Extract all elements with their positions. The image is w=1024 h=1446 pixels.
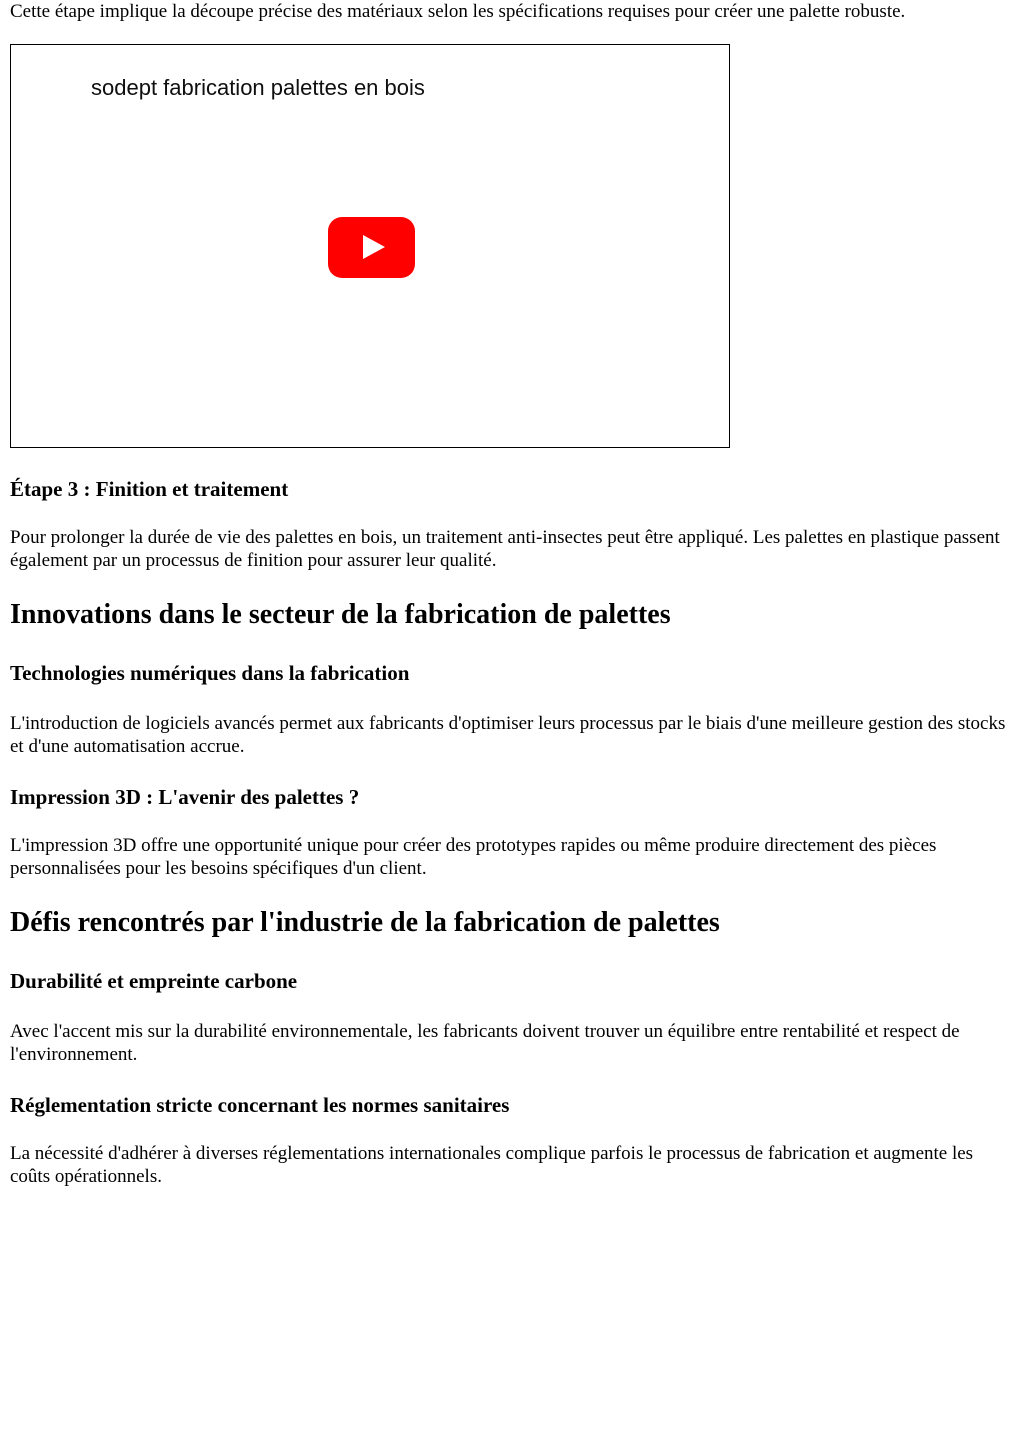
regulation-heading: Réglementation stricte concernant les normes sanitaires — [10, 1093, 510, 1117]
step3-paragraph: Pour prolonger la durée de vie des palettes en bois, un traitement anti-insectes peut être appliqué. Les palettes en plastique passent également par un processus de finition pour assurer leur qualité. — [10, 527, 1000, 571]
video-title[interactable]: sodept fabrication palettes en bois — [91, 75, 425, 100]
intro-paragraph: Cette étape implique la découpe précise des matériaux selon les spécifications requises pour créer une palette robuste. — [10, 1, 906, 22]
step3-heading: Étape 3 : Finition et traitement — [10, 477, 289, 501]
regulation-paragraph: La nécessité d'adhérer à diverses réglementations internationales complique parfois le processus de fabrication et augmente les coûts opérationnels. — [10, 1143, 974, 1187]
digital-tech-paragraph: L'introduction de logiciels avancés permet aux fabricants d'optimiser leurs processus par le biais d'une meilleure gestion des stocks et d'une automatisation accrue. — [10, 713, 1006, 757]
sustainability-heading: Durabilité et empreinte carbone — [10, 969, 298, 993]
challenges-heading: Défis rencontrés par l'industrie de la fabrication de palettes — [10, 907, 720, 938]
printing-3d-paragraph: L'impression 3D offre une opportunité unique pour créer des prototypes rapides ou même produire directement des pièces personnalisées pour les besoins spécifiques d'un client. — [10, 835, 937, 879]
sustainability-paragraph: Avec l'accent mis sur la durabilité environnementale, les fabricants doivent trouver un équilibre entre rentabilité et respect de l'environnement. — [10, 1021, 960, 1065]
youtube-play-icon[interactable] — [328, 217, 415, 278]
digital-tech-heading: Technologies numériques dans la fabrication — [10, 661, 410, 685]
innovations-heading: Innovations dans le secteur de la fabrication de palettes — [10, 599, 671, 630]
play-triangle-icon — [363, 235, 385, 259]
video-embed[interactable] — [10, 44, 730, 448]
printing-3d-heading: Impression 3D : L'avenir des palettes ? — [10, 785, 360, 809]
